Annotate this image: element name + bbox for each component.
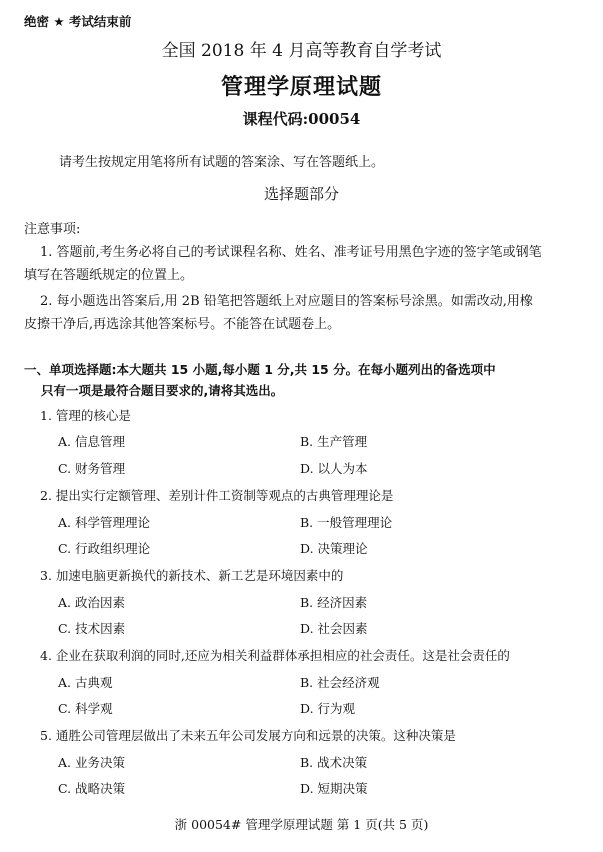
question-2-option-c: C. 行政组织理论 [58,541,151,556]
question-4-option-a: A. 古典观 [58,675,113,690]
instruction-text: 请考生按规定用笔将所有试题的答案涂、写在答题纸上。 [59,155,385,170]
confidential-mark: 绝密 ★ 考试结束前 [24,14,132,29]
question-4-stem: 4. 企业在获取利润的同时,还应为相关利益群体承担相应的社会责任。这是社会责任的 [40,648,510,663]
paper-title: 管理学原理试题 [220,75,382,100]
page-footer: 浙 00054# 管理学原理试题 第 1 页(共 5 页) [174,817,429,832]
question-2-stem: 2. 提出实行定额管理、差别计件工资制等观点的古典管理理论是 [40,488,394,503]
question-1-option-d: D. 以人为本 [300,461,368,476]
question-5-option-b: B. 战术决策 [300,755,368,770]
question-3-stem: 3. 加速电脑更新换代的新技术、新工艺是环境因素中的 [40,568,344,583]
question-4-option-d: D. 行为观 [300,701,356,716]
question-4-option-b: B. 社会经济观 [300,675,380,690]
question-5-option-a: A. 业务决策 [58,755,125,770]
question-1-stem: 1. 管理的核心是 [40,408,131,423]
question-1-option-c: C. 财务管理 [58,461,126,476]
question-3-option-d: D. 社会因素 [300,621,368,636]
question-5-stem: 5. 通胜公司管理层做出了未来五年公司发展方向和远景的决策。这种决策是 [40,728,456,743]
question-2-option-b: B. 一般管理理论 [300,515,393,530]
question-3-option-a: A. 政治因素 [58,595,125,610]
notes-heading: 注意事项: [24,222,81,237]
note-item-1-line-1: 1. 答题前,考生务必将自己的考试课程名称、姓名、准考证号用黑色字迹的签字笔或钢笔 [40,245,542,260]
note-item-1-line-2: 填写在答题纸规定的位置上。 [24,268,194,283]
part-one-heading-line-2: 只有一项是最符合题目要求的,请将其选出。 [41,383,284,398]
question-3-option-c: C. 技术因素 [58,621,126,636]
part-one-heading-line-1: 一、单项选择题:本大题共 15 小题,每小题 1 分,共 15 分。在每小题列出的备选项中 [24,362,496,377]
question-1-option-b: B. 生产管理 [300,434,368,449]
note-item-2-line-1: 2. 每小题选出答案后,用 2B 铅笔把答题纸上对应题目的答案标号涂黑。如需改动,用橡 [40,294,533,309]
exam-title: 全国 2018 年 4 月高等教育自学考试 [161,41,442,61]
question-5-option-c: C. 战略决策 [58,781,126,796]
section-title: 选择题部分 [263,185,339,203]
question-1-option-a: A. 信息管理 [58,434,125,449]
course-code: 课程代码:00054 [242,110,361,128]
question-3-option-b: B. 经济因素 [300,595,368,610]
note-item-2-line-2: 皮擦干净后,再选涂其他答案标号。不能答在试题卷上。 [24,317,341,332]
question-4-option-c: C. 科学观 [58,701,113,716]
question-2-option-a: A. 科学管理理论 [58,515,150,530]
question-5-option-d: D. 短期决策 [300,781,368,796]
question-2-option-d: D. 决策理论 [300,541,368,556]
